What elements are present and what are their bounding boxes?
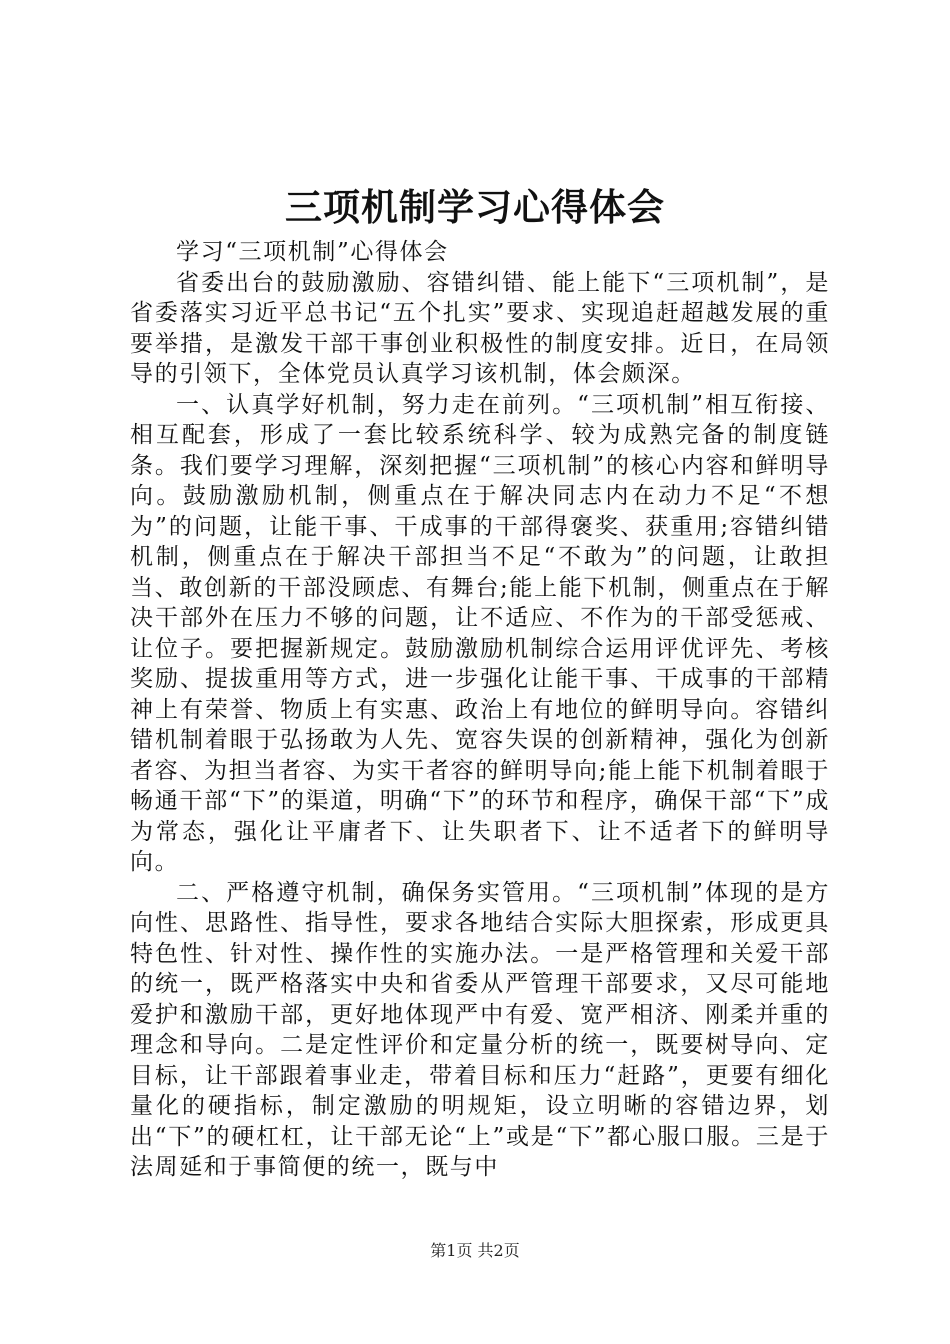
section-two-paragraph: 二、严格遵守机制，确保务实管用。“三项机制”体现的是方向性、思路性、指导性，要求各地结合实际大胆探索，形成更具特色性、针对性、操作性的实施办法。一是严格管理和关爱干部的统一，既严格落实中央和省委从严管理干部要求，又尽可能地爱护和激励干部，更好地体现严中有爱、宽严相济、刚柔并重的理念和导向。二是定性评价和定量分析的统一，既要树导向、定目标，让干部跟着事业走，带着目标和压力“赶路”，更要有细化量化的硬指标，制定激励的明规矩，设立明晰的容错边界，划出“下”的硬杠杠，让干部无论“上”或是“下”都心服口服。三是于法周延和于事简便的统一，既与中 (130, 879, 830, 1180)
page-title: 三项机制学习心得体会 (285, 185, 665, 229)
subtitle-paragraph: 学习“三项机制”心得体会 (176, 239, 449, 265)
page-number-footer: 第1页 共2页 (430, 1241, 520, 1260)
intro-paragraph: 省委出台的鼓励激励、容错纠错、能上能下“三项机制”，是省委落实习近平总书记“五个扎实”要求、实现追赶超越发展的重要举措，是激发干部干事创业积极性的制度安排。近日，在局领导的引领下，全体党员认真学习该机制，体会颇深。 (130, 269, 830, 387)
section-one-paragraph: 一、认真学好机制，努力走在前列。“三项机制”相互衔接、相互配套，形成了一套比较系统科学、较为成熟完备的制度链条。我们要学习理解，深刻把握“三项机制”的核心内容和鲜明导向。鼓励激励机制，侧重点在于解决同志内在动力不足“不想为”的问题，让能干事、干成事的干部得褒奖、获重用;容错纠错机制，侧重点在于解决干部担当不足“不敢为”的问题，让敢担当、敢创新的干部没顾虑、有舞台;能上能下机制，侧重点在于解决干部外在压力不够的问题，让不适应、不作为的干部受惩戒、让位子。要把握新规定。鼓励激励机制综合运用评优评先、考核奖励、提拔重用等方式，进一步强化让能干事、干成事的干部精神上有荣誉、物质上有实惠、政治上有地位的鲜明导向。容错纠错机制着眼于弘扬敢为人先、宽容失误的创新精神，强化为创新者容、为担当者容、为实干者容的鲜明导向;能上能下机制着眼于畅通干部“下”的渠道，明确“下”的环节和程序，确保干部“下”成为常态，强化让平庸者下、让失职者下、让不适者下的鲜明导向。 (130, 391, 830, 875)
document-body (130, 237, 830, 1183)
